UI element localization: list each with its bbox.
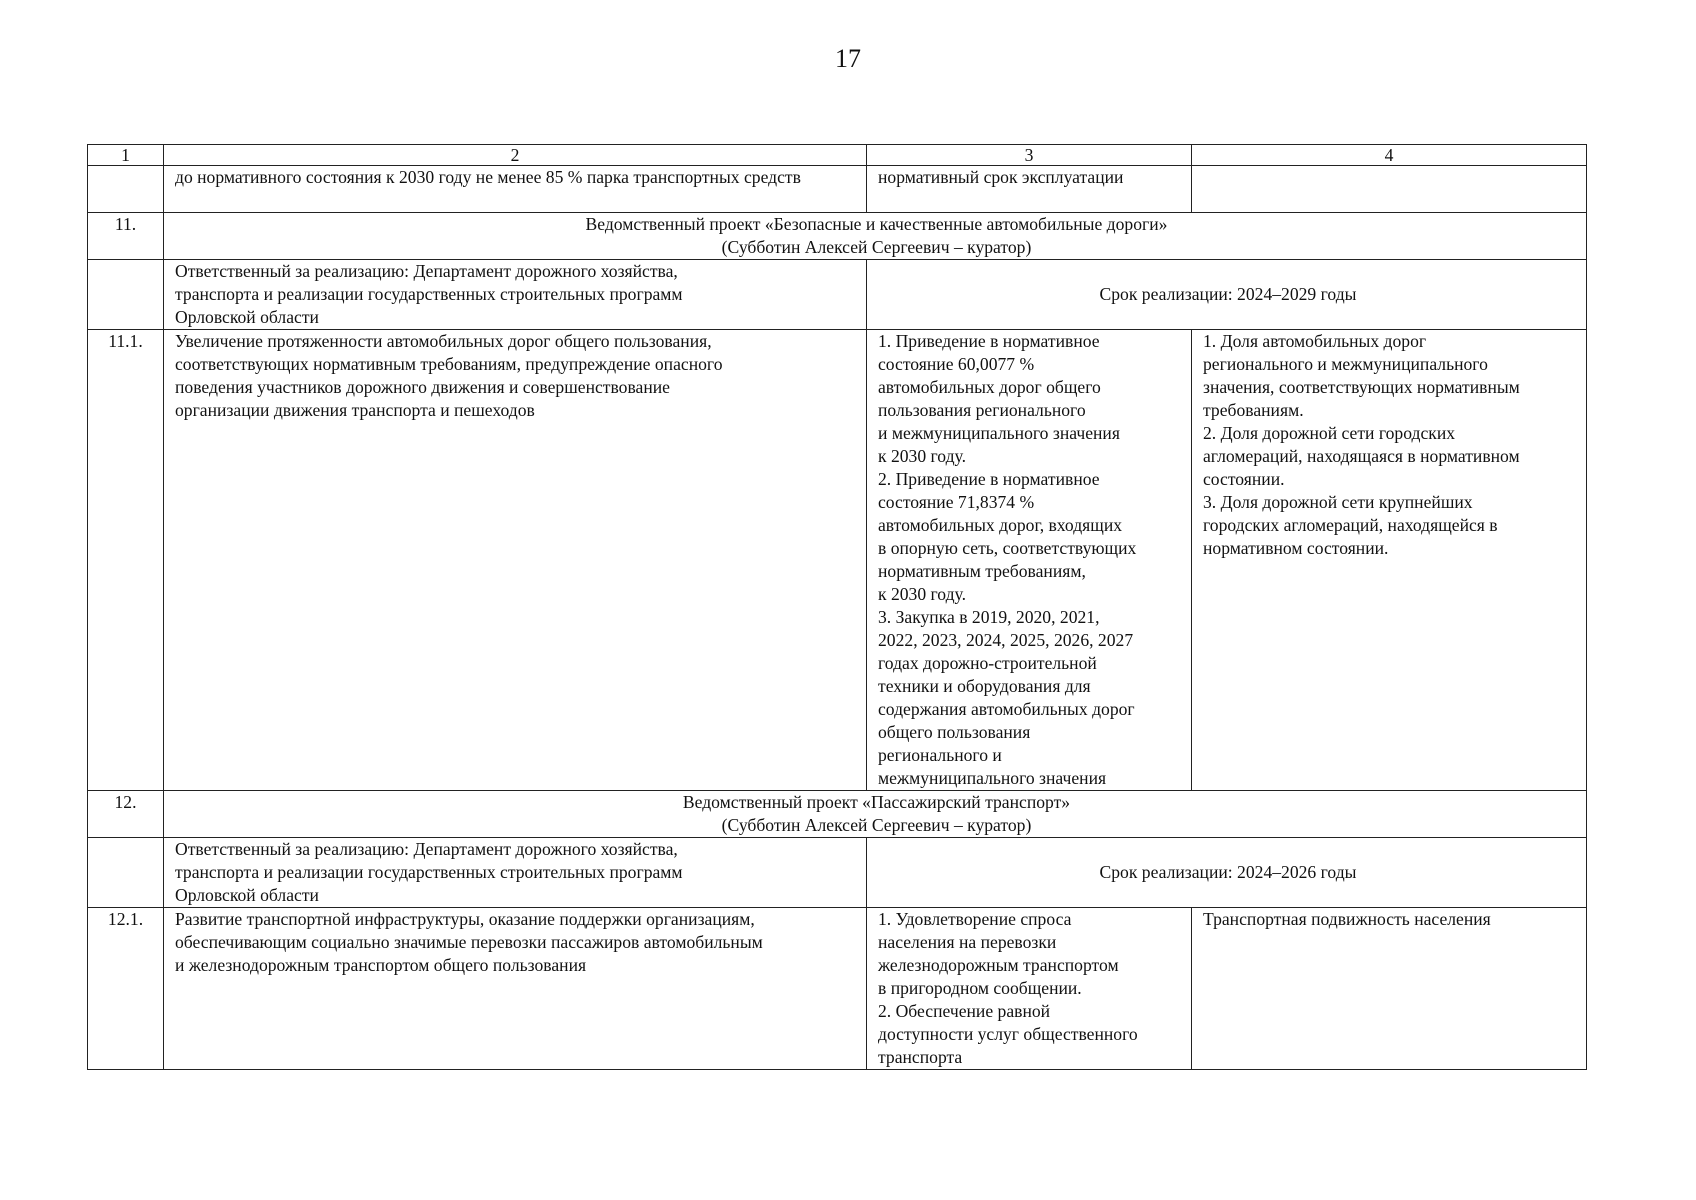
task-cell: Развитие транспортной инфраструктуры, оказание поддержки организациям, обеспечивающим социально значимые перевозки пассажиров автомобильным и железнодорожным транспортом общего пользования bbox=[164, 908, 867, 1070]
indicators-cell: Транспортная подвижность населения bbox=[1192, 908, 1587, 1070]
indicators-cell bbox=[1192, 166, 1587, 213]
responsible-cell: Ответственный за реализацию: Департамент дорожного хозяйства, транспорта и реализации государственных строительных программ Орловской области bbox=[164, 838, 867, 908]
task-row bbox=[88, 330, 1587, 791]
page-number: 17 bbox=[835, 44, 861, 73]
row-number-cell bbox=[88, 838, 164, 908]
continued-row bbox=[88, 166, 1587, 213]
responsible-row bbox=[88, 260, 1587, 330]
task-row bbox=[88, 908, 1587, 1070]
row-number-cell bbox=[88, 260, 164, 330]
term-cell: Срок реализации: 2024–2026 годы bbox=[867, 838, 1587, 908]
column-number: 4 bbox=[1192, 145, 1587, 166]
responsible-row bbox=[88, 838, 1587, 908]
responsible-cell: Ответственный за реализацию: Департамент дорожного хозяйства, транспорта и реализации государственных строительных программ Орловской области bbox=[164, 260, 867, 330]
section-curator-line: (Субботин Алексей Сергеевич – куратор) bbox=[721, 815, 1032, 835]
section-title bbox=[164, 791, 1587, 838]
column-number: 3 bbox=[867, 145, 1192, 166]
results-cell: 1. Приведение в нормативное состояние 60,0077 % автомобильных дорог общего пользования регионального и межмуниципального значения к 2030 году. 2. Приведение в нормативное состояние 71,8374 % автомобильных дорог, входящих в опорную сеть, соответствующих нормативным требованиям, к 2030 году. 3. Закупка в 2019, 2020, 2021, 2022, 2023, 2024, 2025, 2026, 2027 годах дорожно-строительной техники и оборудования для содержания автомобильных дорог общего пользования регионального и межмуниципального значения bbox=[867, 330, 1192, 791]
row-number-cell bbox=[88, 166, 164, 213]
column-numbers-row bbox=[88, 145, 1587, 166]
task-cell: Увеличение протяженности автомобильных дорог общего пользования, соответствующих нормативным требованиям, предупреждение опасного поведения участников дорожного движения и совершенствование организации движения транспорта и пешеходов bbox=[164, 330, 867, 791]
section-header-row bbox=[88, 213, 1587, 260]
task-cell: до нормативного состояния к 2030 году не менее 85 % парка транспортных средств bbox=[164, 166, 867, 213]
section-number: 11. bbox=[88, 213, 164, 260]
task-number: 11.1. bbox=[88, 330, 164, 791]
section-title-line: Ведомственный проект «Пассажирский транспорт» bbox=[682, 792, 1071, 812]
task-number: 12.1. bbox=[88, 908, 164, 1070]
column-number: 1 bbox=[88, 145, 164, 166]
program-table bbox=[87, 144, 1587, 1070]
section-header-row bbox=[88, 791, 1587, 838]
column-number: 2 bbox=[164, 145, 867, 166]
section-title bbox=[164, 213, 1587, 260]
section-title-line: Ведомственный проект «Безопасные и качественные автомобильные дороги» bbox=[585, 214, 1168, 234]
indicators-cell: 1. Доля автомобильных дорог регионального и межмуниципального значения, соответствующих нормативным требованиям. 2. Доля дорожной сети городских агломераций, находящаяся в нормативном состоянии. 3. Доля дорожной сети крупнейших городских агломераций, находящейся в нормативном состоянии. bbox=[1192, 330, 1587, 791]
term-cell: Срок реализации: 2024–2029 годы bbox=[867, 260, 1587, 330]
results-cell: нормативный срок эксплуатации bbox=[867, 166, 1192, 213]
section-number: 12. bbox=[88, 791, 164, 838]
results-cell: 1. Удовлетворение спроса населения на перевозки железнодорожным транспортом в пригородном сообщении. 2. Обеспечение равной доступности услуг общественного транспорта bbox=[867, 908, 1192, 1070]
section-curator-line: (Субботин Алексей Сергеевич – куратор) bbox=[721, 237, 1032, 257]
